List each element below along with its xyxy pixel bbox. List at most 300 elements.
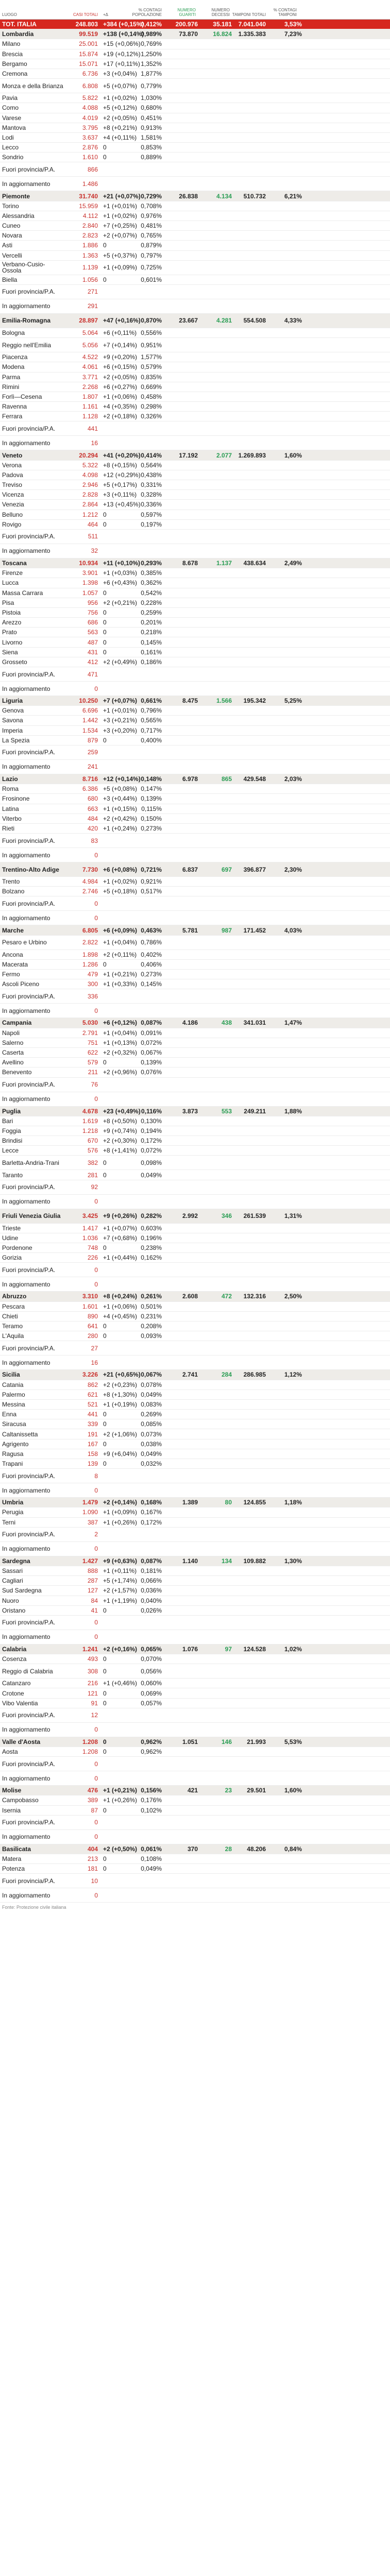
region-row[interactable] [0, 1844, 390, 1854]
total-cases: 4.522 [82, 353, 98, 361]
table-row[interactable] [0, 794, 390, 804]
table-row[interactable] [0, 520, 390, 530]
table-row[interactable] [0, 1331, 390, 1341]
total-cases: 191 [87, 1430, 98, 1438]
cured-count: 2.741 [182, 1371, 198, 1379]
table-row[interactable] [0, 152, 390, 162]
table-row[interactable] [0, 1170, 390, 1180]
table-row[interactable] [0, 241, 390, 250]
table-row[interactable] [0, 510, 390, 520]
table-row[interactable] [0, 1092, 390, 1107]
region-row[interactable] [0, 29, 390, 39]
table-row[interactable] [0, 1156, 390, 1170]
table-row[interactable] [0, 568, 390, 578]
percent-population: 0,962% [141, 1738, 162, 1745]
table-row[interactable] [0, 1355, 390, 1370]
total-cases: 1.128 [82, 413, 98, 420]
place-name: Verbano-Cusio-Ossola [2, 261, 45, 275]
table-row[interactable] [0, 69, 390, 79]
percent-population: 0,565% [141, 717, 162, 724]
place-name: Abruzzo [2, 1293, 27, 1300]
table-row[interactable] [0, 328, 390, 338]
table-row[interactable] [0, 960, 390, 970]
total-cases: 487 [87, 638, 98, 646]
table-row[interactable] [0, 1654, 390, 1664]
table-row[interactable] [0, 887, 390, 896]
total-cases: 3.226 [82, 1371, 98, 1379]
place-name: In aggiornamento [2, 547, 50, 555]
table-row[interactable] [0, 657, 390, 667]
tests-count: 341.031 [243, 1019, 266, 1027]
table-row[interactable] [0, 1576, 390, 1586]
region-row[interactable] [0, 450, 390, 460]
table-row[interactable] [0, 162, 390, 177]
table-row[interactable] [0, 1699, 390, 1708]
table-row[interactable] [0, 814, 390, 824]
region-row[interactable] [0, 696, 390, 706]
region-row[interactable] [0, 191, 390, 201]
table-row[interactable] [0, 648, 390, 657]
percent-population: 0,139% [141, 795, 162, 803]
total-cases: 16 [91, 1359, 98, 1366]
region-row[interactable] [0, 1018, 390, 1028]
region-row[interactable] [0, 1107, 390, 1116]
percent-population: 0,168% [141, 1499, 162, 1506]
table-row[interactable] [0, 201, 390, 211]
percent-population: 0,796% [141, 707, 162, 715]
total-cases: 0 [94, 1198, 98, 1206]
table-row[interactable] [0, 628, 390, 637]
table-row[interactable] [0, 1757, 390, 1771]
total-cases: 1.208 [82, 1748, 98, 1756]
place-name: Fuori provincia/P.A. [2, 533, 56, 540]
table-row[interactable] [0, 480, 390, 490]
table-row[interactable] [0, 706, 390, 716]
table-row[interactable] [0, 1542, 390, 1556]
delta-cases: +8 (+1,30%) [103, 1391, 138, 1398]
table-row[interactable] [0, 1078, 390, 1092]
table-row[interactable] [0, 231, 390, 241]
place-name: Monza e della Brianza [2, 82, 63, 90]
percent-population: 0,067% [141, 1371, 162, 1379]
total-cases: 0 [94, 1545, 98, 1553]
delta-cases: +12 (+0,29%) [103, 471, 141, 479]
place-name: Avellino [2, 1059, 24, 1066]
place-name: Treviso [2, 481, 22, 489]
region-row[interactable] [0, 1209, 390, 1224]
table-row[interactable] [0, 950, 390, 960]
table-row[interactable] [0, 1507, 390, 1517]
table-row[interactable] [0, 123, 390, 133]
table-row[interactable] [0, 177, 390, 191]
place-name: Catanzaro [2, 1680, 31, 1687]
place-name: Fuori provincia/P.A. [2, 1081, 56, 1088]
table-row[interactable] [0, 1028, 390, 1038]
table-row[interactable] [0, 299, 390, 314]
table-row[interactable] [0, 1806, 390, 1816]
table-row[interactable] [0, 470, 390, 480]
table-row[interactable] [0, 1429, 390, 1439]
table-row[interactable] [0, 667, 390, 682]
table-row[interactable] [0, 39, 390, 49]
table-row[interactable] [0, 1528, 390, 1542]
table-row[interactable] [0, 834, 390, 848]
tests-percent: 1,88% [284, 1107, 302, 1115]
header-luogo[interactable]: LUOGO [2, 12, 17, 17]
table-row[interactable] [0, 544, 390, 558]
total-cases: 287 [87, 1577, 98, 1585]
table-row[interactable] [0, 848, 390, 862]
cured-count: 17.192 [179, 451, 198, 459]
total-cases: 2.822 [82, 939, 98, 946]
region-row[interactable] [0, 1645, 390, 1654]
deaths-count: 1.566 [216, 697, 232, 705]
region-row[interactable] [0, 1498, 390, 1507]
delta-cases: +6 (+0,27%) [103, 383, 138, 391]
place-name: Frosinone [2, 795, 30, 803]
table-row[interactable] [0, 1277, 390, 1292]
delta-cases: +4 (+0,11%) [103, 133, 137, 141]
table-row[interactable] [0, 618, 390, 628]
table-row[interactable] [0, 1136, 390, 1146]
table-row[interactable] [0, 745, 390, 760]
percent-population: 0,148% [141, 775, 162, 783]
table-row[interactable] [0, 760, 390, 774]
deaths-count: 16.824 [213, 30, 232, 38]
total-cases: 521 [87, 1400, 98, 1408]
delta-cases: +1 (+0,04%) [103, 939, 138, 946]
table-row[interactable] [0, 1400, 390, 1410]
total-cases: 0 [94, 1891, 98, 1899]
table-row[interactable] [0, 372, 390, 382]
percent-population: 0,066% [141, 1577, 162, 1585]
table-row[interactable] [0, 1126, 390, 1136]
table-row[interactable] [0, 1888, 390, 1903]
delta-cases: 0 [103, 1865, 107, 1873]
table-row[interactable] [0, 1469, 390, 1483]
table-row[interactable] [0, 1390, 390, 1400]
delta-cases: +6 (+0,11%) [103, 329, 137, 337]
place-name: Rimini [2, 383, 20, 391]
region-row[interactable] [0, 1556, 390, 1566]
table-row[interactable] [0, 637, 390, 647]
table-row[interactable] [0, 1341, 390, 1355]
percent-population: 0,603% [141, 1224, 162, 1232]
table-row[interactable] [0, 530, 390, 544]
table-row[interactable] [0, 1664, 390, 1679]
table-row[interactable] [0, 1483, 390, 1498]
table-row[interactable] [0, 1566, 390, 1576]
total-cases: 7.730 [82, 866, 98, 873]
table-row[interactable] [0, 1321, 390, 1331]
place-name: Matera [2, 1855, 22, 1863]
total-cases: 1.363 [82, 251, 98, 259]
place-name: Siena [2, 648, 18, 656]
percent-population: 0,298% [141, 403, 162, 411]
region-row[interactable] [0, 862, 390, 877]
table-row[interactable] [0, 1439, 390, 1449]
table-row[interactable] [0, 261, 390, 275]
header-pct[interactable]: % CONTAGI POPOLAZIONE [132, 8, 162, 17]
table-row[interactable] [0, 1233, 390, 1243]
tests-count: 109.882 [243, 1557, 266, 1565]
deaths-count: 23 [225, 1787, 232, 1794]
table-row[interactable] [0, 784, 390, 794]
table-row[interactable] [0, 412, 390, 421]
table-row[interactable] [0, 421, 390, 436]
header-decessi[interactable]: NUMERO DECESSI [211, 8, 230, 17]
total-cases: 1.534 [82, 726, 98, 734]
table-row[interactable] [0, 221, 390, 231]
percent-population: 0,261% [141, 1293, 162, 1300]
total-cases: 579 [87, 1059, 98, 1066]
place-name: Cuneo [2, 222, 21, 230]
table-row[interactable] [0, 211, 390, 221]
table-row[interactable] [0, 911, 390, 925]
table-row[interactable] [0, 392, 390, 402]
total-cases: 441 [87, 1411, 98, 1418]
table-row[interactable] [0, 1067, 390, 1077]
table-row[interactable] [0, 1302, 390, 1312]
table-row[interactable] [0, 1048, 390, 1058]
table-row[interactable] [0, 1449, 390, 1459]
table-row[interactable] [0, 1874, 390, 1888]
percent-population: 1,250% [141, 50, 162, 58]
region-row[interactable] [0, 314, 390, 328]
percent-population: 0,989% [141, 30, 162, 38]
table-row[interactable] [0, 1380, 390, 1390]
place-name: In aggiornamento [2, 1633, 50, 1641]
table-row[interactable] [0, 1410, 390, 1419]
tests-count: 132.316 [243, 1293, 266, 1300]
percent-population: 0,026% [141, 1606, 162, 1614]
region-row[interactable] [0, 1737, 390, 1747]
total-cases: 431 [87, 648, 98, 656]
total-cases: 1.398 [82, 579, 98, 587]
region-row[interactable] [0, 1292, 390, 1301]
table-row[interactable] [0, 989, 390, 1004]
table-header [0, 0, 390, 20]
percent-population: 0,069% [141, 1689, 162, 1697]
table-row[interactable] [0, 1116, 390, 1126]
place-name: Macerata [2, 960, 28, 968]
table-row[interactable] [0, 896, 390, 911]
header-casi[interactable]: CASI TOTALI [73, 12, 98, 17]
total-cases: 441 [87, 425, 98, 432]
percent-population: 0,385% [141, 569, 162, 577]
total-cases: 1.036 [82, 1234, 98, 1242]
table-row[interactable] [0, 588, 390, 598]
deaths-count: 346 [221, 1212, 232, 1220]
region-row[interactable] [0, 925, 390, 935]
table-row[interactable] [0, 682, 390, 696]
table-row[interactable] [0, 1253, 390, 1263]
table-row[interactable] [0, 1816, 390, 1830]
region-row[interactable] [0, 1786, 390, 1795]
table-row[interactable] [0, 338, 390, 352]
header-delta[interactable]: +Δ [103, 12, 109, 17]
table-row[interactable] [0, 824, 390, 834]
table-row[interactable] [0, 1854, 390, 1864]
deaths-count: 987 [221, 926, 232, 934]
table-row[interactable] [0, 578, 390, 588]
tests-count: 1.269.893 [238, 451, 266, 459]
table-row[interactable] [0, 1180, 390, 1195]
tests-count: 124.855 [243, 1499, 266, 1506]
percent-population: 0,962% [141, 1748, 162, 1756]
percent-population: 0,172% [141, 1518, 162, 1526]
table-row[interactable] [0, 490, 390, 500]
total-cases: 99.519 [79, 30, 98, 38]
table-row[interactable] [0, 1586, 390, 1596]
delta-cases: +5 (+1,74%) [103, 1577, 138, 1585]
table-row[interactable] [0, 1830, 390, 1844]
table-row[interactable] [0, 1688, 390, 1698]
deaths-count: 438 [221, 1019, 232, 1027]
table-row[interactable] [0, 402, 390, 412]
table-row[interactable] [0, 936, 390, 950]
percent-population: 0,176% [141, 1797, 162, 1804]
header-tamponi[interactable]: TAMPONI TOTALI [232, 12, 266, 17]
region-row[interactable] [0, 1370, 390, 1380]
table-row[interactable] [0, 1224, 390, 1233]
table-row[interactable] [0, 736, 390, 745]
table-row[interactable] [0, 1596, 390, 1606]
table-row[interactable] [0, 103, 390, 113]
table-row[interactable] [0, 1195, 390, 1209]
table-row[interactable] [0, 1263, 390, 1277]
table-row[interactable] [0, 275, 390, 285]
table-row[interactable] [0, 362, 390, 372]
percent-population: 0,150% [141, 815, 162, 822]
table-row[interactable] [0, 1146, 390, 1156]
total-cases: 471 [87, 670, 98, 678]
table-row[interactable] [0, 251, 390, 261]
total-row[interactable] [0, 20, 390, 29]
table-row[interactable] [0, 382, 390, 392]
table-row[interactable] [0, 1747, 390, 1757]
percent-population: 0,517% [141, 888, 162, 895]
delta-cases: +5 (+0,08%) [103, 785, 138, 793]
delta-cases: +6 (+0,09%) [103, 926, 138, 934]
table-row[interactable] [0, 285, 390, 299]
place-name: Friuli Venezia Giulia [2, 1212, 61, 1220]
place-name: Venezia [2, 501, 24, 509]
delta-cases: 0 [103, 608, 107, 616]
percent-population: 0,196% [141, 1234, 162, 1242]
delta-cases: +2 (+1,57%) [103, 1587, 138, 1595]
total-cases: 5.056 [82, 341, 98, 349]
table-row[interactable] [0, 1058, 390, 1067]
table-row[interactable] [0, 1679, 390, 1688]
deaths-count: 4.134 [216, 192, 232, 200]
percent-population: 0,116% [141, 1107, 162, 1115]
tests-percent: 7,23% [284, 30, 302, 38]
table-row[interactable] [0, 1771, 390, 1786]
table-row[interactable] [0, 608, 390, 618]
table-row[interactable] [0, 49, 390, 59]
table-row[interactable] [0, 1518, 390, 1528]
header-guariti[interactable]: NUMERO GUARITI [177, 8, 196, 17]
total-cases: 87 [91, 1806, 98, 1814]
percent-population: 0,208% [141, 1323, 162, 1330]
total-cases: 1.208 [82, 1738, 98, 1745]
percent-population: 1,581% [141, 133, 162, 141]
total-cases: 1.886 [82, 242, 98, 249]
table-row[interactable] [0, 500, 390, 510]
table-row[interactable] [0, 1004, 390, 1018]
table-row[interactable] [0, 1795, 390, 1805]
table-row[interactable] [0, 1723, 390, 1737]
table-row[interactable] [0, 352, 390, 362]
table-row[interactable] [0, 877, 390, 887]
delta-cases: +1 (+0,03%) [103, 569, 138, 577]
table-row[interactable] [0, 133, 390, 143]
delta-cases: +1 (+0,33%) [103, 980, 138, 988]
table-row[interactable] [0, 436, 390, 450]
percent-population: 0,717% [141, 726, 162, 734]
total-cases: 211 [88, 1069, 98, 1076]
total-cases: 15.959 [79, 202, 98, 210]
table-row[interactable] [0, 716, 390, 725]
table-row[interactable] [0, 1630, 390, 1645]
table-row[interactable] [0, 598, 390, 608]
delta-cases: 0 [103, 1855, 107, 1863]
cured-count: 1.140 [182, 1557, 198, 1565]
place-name: Udine [2, 1234, 19, 1242]
total-cases: 2.840 [82, 222, 98, 230]
total-cases: 387 [87, 1518, 98, 1526]
table-row[interactable] [0, 461, 390, 470]
place-name: In aggiornamento [2, 914, 50, 922]
table-row[interactable] [0, 1864, 390, 1874]
delta-cases: 0 [103, 1738, 107, 1745]
table-row[interactable] [0, 804, 390, 814]
table-row[interactable] [0, 79, 390, 93]
total-cases: 404 [87, 1845, 98, 1853]
total-cases: 300 [87, 980, 98, 988]
region-row[interactable] [0, 774, 390, 784]
total-cases: 0 [94, 1760, 98, 1768]
table-row[interactable] [0, 59, 390, 69]
delta-cases: +1 (+0,02%) [103, 94, 138, 102]
place-name: Brindisi [2, 1137, 23, 1145]
table-row[interactable] [0, 1419, 390, 1429]
table-row[interactable] [0, 1616, 390, 1630]
total-cases: 890 [87, 1312, 98, 1320]
delta-cases: +5 (+0,18%) [103, 888, 138, 895]
table-row[interactable] [0, 1708, 390, 1723]
table-row[interactable] [0, 970, 390, 979]
percent-population: 0,601% [141, 276, 162, 283]
total-cases: 92 [91, 1183, 98, 1191]
table-row[interactable] [0, 1459, 390, 1469]
table-row[interactable] [0, 1606, 390, 1616]
place-name: Fuori provincia/P.A. [2, 1819, 56, 1826]
table-row[interactable] [0, 1312, 390, 1321]
table-row[interactable] [0, 143, 390, 152]
table-row[interactable] [0, 93, 390, 103]
table-row[interactable] [0, 113, 390, 123]
region-row[interactable] [0, 558, 390, 568]
table-row[interactable] [0, 979, 390, 989]
percent-population: 0,049% [141, 1171, 162, 1179]
delta-cases: +4 (+0,45%) [103, 1312, 138, 1320]
table-row[interactable] [0, 1243, 390, 1253]
table-row[interactable] [0, 1038, 390, 1048]
header-tamponi-pct[interactable]: % CONTAGI TAMPONI [273, 8, 297, 17]
table-row[interactable] [0, 726, 390, 736]
